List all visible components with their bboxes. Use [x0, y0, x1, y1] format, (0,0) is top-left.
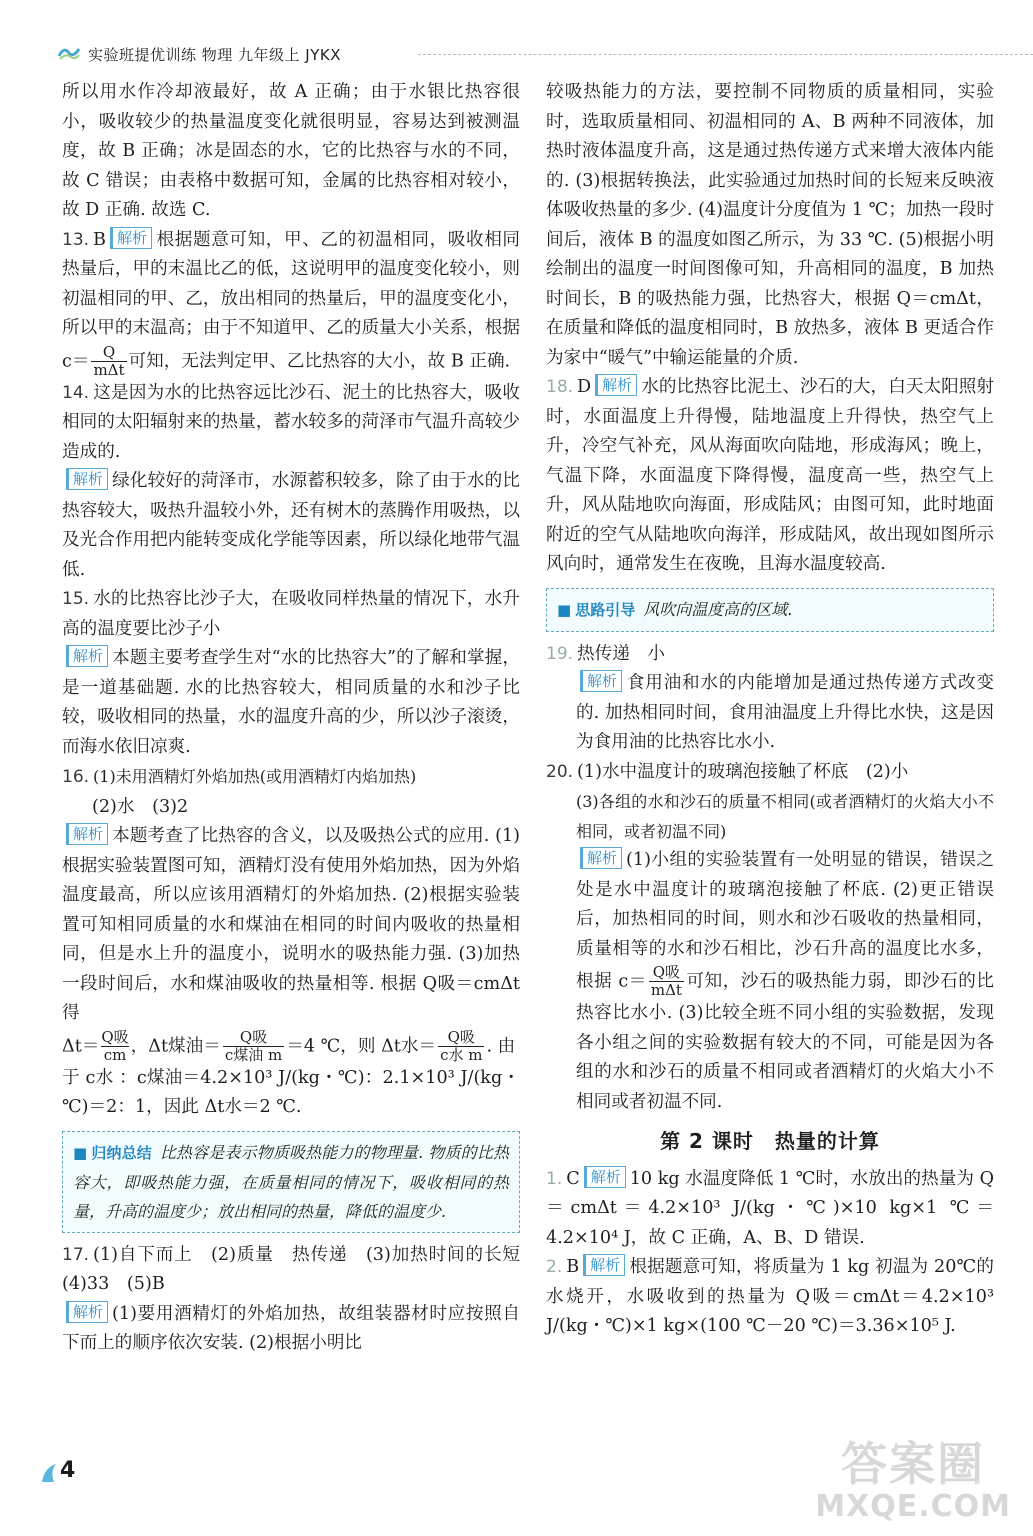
hint-tag — [557, 601, 635, 619]
formula-end: . 由 — [486, 1036, 516, 1056]
page-corner-icon — [40, 1462, 58, 1484]
denominator: c水 m — [440, 1045, 483, 1064]
answer-part-1: (1)水中温度计的玻璃泡接触了杯底 (2)小 — [577, 761, 909, 782]
analysis-text: (1)要用酒精灯的外焰加热，故组装器材时应按照自下而上的顺序依次安装. (2)根据小明比 — [62, 1303, 520, 1353]
analysis-tag: 解析 — [595, 374, 637, 396]
denominator: c煤油 m — [224, 1045, 283, 1064]
analysis-text: 根据题意可知，将质量为 1 kg 初温为 20℃的水烧开，水吸收到的热量为 Q吸＝cmΔt＝4.2×10³ J/(kg・℃)×1 kg×(100 ℃－20 ℃)＝3.36×10⁵ J. — [546, 1257, 994, 1336]
watermark-url: MXQE.COM — [815, 1489, 1011, 1524]
lesson-title: 第 2 课时 热量的计算 — [660, 1129, 880, 1153]
lesson-question-1 — [546, 1165, 994, 1254]
numerator: Q吸 — [101, 1027, 129, 1046]
answer: B — [93, 229, 106, 250]
answer: D — [577, 377, 592, 397]
analysis-tag: 解析 — [580, 847, 622, 869]
question-20-analysis — [546, 846, 994, 1117]
analysis-tag: 解析 — [110, 227, 152, 249]
question-19 — [546, 640, 994, 670]
summary-box — [62, 1131, 520, 1233]
answer: 热传递 小 — [577, 643, 666, 664]
fraction — [649, 964, 684, 999]
analysis-text: 食用油和水的内能增加是通过热传递方式改变的. 加热相同时间，食用油温度上升得比水快，这是因为食用油的比热容比水小. — [576, 673, 994, 752]
hint-box — [546, 588, 994, 632]
question-19-analysis — [546, 669, 994, 758]
analysis-tag: 解析 — [66, 1301, 108, 1323]
left-column — [62, 78, 538, 1359]
page-header — [58, 42, 988, 66]
analysis-text: 绿化较好的菏泽市，水源蓄积较多，除了由于水的比热容较大，吸热升温较小外，还有树木的蒸腾作用吸热，以及光合作用把内能转变成化学能等因素，所以绿化地带气温低. — [62, 471, 520, 580]
question-16-analysis — [62, 822, 520, 1123]
header-title: 实验班提优训练 物理 九年级上 JYKX — [88, 46, 342, 64]
question-13 — [62, 226, 520, 379]
question-number: 20. — [546, 761, 574, 782]
left-continuation: 所以用水作冷却液最好，故 A 正确；由于水银比热容很小，吸收较少的热量温度变化就很明显，容易达到被测温度，故 B 正确；冰是固态的水，它的比热容与水的不同，故 C 错误；由表格中数据可知，金属的比热容相对较小，故 D 正确. 故选 C. — [62, 82, 520, 220]
numerator: Q吸 — [447, 1027, 475, 1046]
question-number: 14. — [62, 382, 90, 403]
analysis-tag: 解析 — [584, 1166, 626, 1188]
analysis-tag: 解析 — [580, 670, 622, 692]
lesson-question-2 — [546, 1253, 994, 1342]
denominator: mΔt — [93, 360, 125, 379]
analysis-tag: 解析 — [583, 1254, 625, 1276]
denominator: cm — [101, 1046, 128, 1064]
watermark-logo: 答案圈 — [841, 1437, 986, 1491]
analysis-text: 本题考查了比热容的含义，以及吸热公式的应用. (1)根据实验装置图可知，酒精灯没有使用外焰加热，因为外焰温度最高，所以应该用酒精灯的外焰加热. (2)根据实验装置可知相同质量的水和煤油在相同的时间内吸收的热量相同，但是水上升的温度小，说明水的吸热能力强. (3)加热一段时间后，水和煤油吸收的热量相等. 根据 Q吸＝cmΔt 得 — [62, 826, 520, 1023]
fraction — [223, 1029, 284, 1064]
answer: 水的比热容比沙子大，在吸收同样热量的情况下，水升高的温度要比沙子小 — [62, 589, 520, 639]
question-number: 1. — [546, 1168, 563, 1189]
wave-logo-icon — [58, 44, 80, 62]
bullet-icon: ■ — [557, 600, 572, 619]
formula-lead: Δt＝ — [62, 1036, 100, 1056]
analysis-text: 10 kg 水温度降低 1 ℃时，水放出的热量为 Q＝cmΔt＝4.2×10³ J/(kg・℃)×10 kg×1 ℃＝4.2×10⁴ J，故 C 正确，A、B、D 错误. — [546, 1168, 994, 1248]
question-14 — [62, 379, 520, 468]
bullet-icon: ■ — [73, 1143, 88, 1162]
question-16 — [62, 762, 520, 822]
analysis-text-cont: 于 c水 ：c煤油＝4.2×10³ J/(kg・℃)：2.1×10³ J/(kg・℃)＝2：1，因此 Δt水＝2 ℃. — [62, 1067, 520, 1117]
watermark — [815, 1438, 1011, 1524]
question-20-answer-3: (3)各组的水和沙石的质量不相同(或者酒精灯的火焰大小不相同，或者初温不同) — [576, 792, 994, 841]
answer-part-2: (2)水 (3)2 — [92, 796, 189, 817]
question-number: 13. — [62, 229, 90, 250]
answer: 这是因为水的比热容远比沙石、泥土的比热容大，吸收相同的太阳辐射来的热量，蓄水较多的菏泽市气温升高较少造成的. — [62, 382, 520, 462]
answer: (1)自下而上 (2)质量 热传递 (3)加热时间的长短 (4)33 (5)B — [62, 1244, 538, 1294]
denominator: mΔt — [650, 981, 682, 999]
hint-tag-label: 思路引导 — [575, 600, 636, 619]
summary-tag-label: 归纳总结 — [91, 1143, 152, 1162]
answer-part-1: (1)未用酒精灯外焰加热(或用酒精灯内焰加热) — [93, 767, 417, 786]
question-number: 18. — [546, 377, 574, 397]
question-18 — [546, 373, 994, 580]
analysis-text: (1)小组的实验装置有一处明显的错误，错误之处是水中温度计的玻璃泡接触了杯底. (2)更正错误后，加热相同的时间，则水和沙石吸收的热量相同，质量相等的水和沙石相比，沙石升高的温度比水多，根据 c＝ — [576, 850, 994, 992]
analysis-text: 根据题意可知，甲、乙的初温相同，吸收相同热量后，甲的末温比乙的低，这说明甲的温度变化较小，则初温相同的甲、乙，放出相同的热量后，甲的温度变化小，所以甲的末温高；由于不知道甲、乙的质量大小关系，根据 c＝ — [62, 229, 520, 371]
question-number: 16. — [62, 767, 90, 787]
question-number: 2. — [546, 1257, 563, 1277]
analysis-text-cont: 可知，无法判定甲、乙比热容的大小，故 B 正确. — [128, 351, 511, 371]
analysis-tag: 解析 — [66, 645, 108, 667]
question-number: 15. — [62, 589, 90, 609]
question-14-analysis — [62, 467, 520, 585]
right-continuation: 较吸热能力的方法，要控制不同物质的质量相同，实验时，选取质量相同、初温相同的 A、B 两种不同液体，加热时液体温度升高，这是通过热传递方式来增大液体内能的. (3)根据转换法，此实验通过加热时间的长短来反映液体吸收热量的多少. (4)温度计分度值为 1 ℃；加热一段时间后，液体 B 的温度如图乙所示，为 33 ℃. (5)根据小明绘制出的温度一时间图像可知，升高相同的温度，B 加热时间长，B 的吸热能力强，比热容大，根据 Q＝cmΔt，在质量和降低的温度相同时，B 放热多，液体 B 更适合作为家中“暖气”中输运能量的介质. — [546, 82, 994, 368]
page-number: 4 — [60, 1458, 76, 1483]
analysis-text: 水的比热容比泥土、沙石的大，白天太阳照射时，水面温度上升得慢，陆地温度上升得快，热空气上升，冷空气补充，风从海面吹向陆地，形成海风；晚上，气温下降，水面温度下降得慢，温度高一些，热空气上升，风从陆地吹向海面，形成陆风；由图可知，此时地面附近的空气从陆地吹向海洋，形成陆风，故出现如图所示风向时，通常发生在夜晚，且海水温度较高. — [546, 377, 994, 574]
question-17 — [62, 1241, 538, 1300]
numerator: Q — [102, 342, 116, 361]
hint-text: 风吹向温度高的区域. — [643, 599, 793, 619]
question-20 — [546, 758, 994, 788]
fraction — [101, 1029, 128, 1064]
question-15-analysis — [62, 644, 520, 762]
header-divider — [418, 54, 1033, 55]
formula-mid: ，Δt煤油＝ — [130, 1036, 221, 1056]
analysis-text-cont: 可知，沙石的吸热能力弱，即沙石的比热容比水小. (3)比较全班不同小组的实验数据，发现各小组之间的实验数据有较大的不同，可能是因为各组的水和沙石的质量不相同或者酒精灯的火焰大小不相同或者初温不同. — [576, 971, 994, 1112]
answer: C — [566, 1168, 580, 1189]
summary-tag — [73, 1144, 152, 1162]
answer: B — [566, 1257, 580, 1277]
question-17-analysis — [62, 1300, 520, 1359]
analysis-tag: 解析 — [66, 823, 108, 845]
numerator: Q吸 — [652, 963, 681, 981]
analysis-tag: 解析 — [66, 468, 108, 490]
question-number: 17. — [62, 1244, 90, 1265]
summary-text: 比热容是表示物质吸热能力的物理量. 物质的比热容大，即吸热能力强，在质量相同的情况下，吸收相同的热量，升高的温度少；放出相同的热量，降低的温度少. — [73, 1142, 509, 1221]
formula-mid-2: ＝4 ℃，则 Δt水＝ — [286, 1036, 437, 1056]
fraction — [91, 344, 126, 379]
question-number: 19. — [546, 643, 574, 664]
numerator: Q吸 — [239, 1027, 268, 1046]
question-15 — [62, 585, 520, 644]
analysis-text: 本题主要考查学生对“水的比热容大”的了解和掌握，是一道基础题. 水的比热容较大，相同质量的水和沙子比较，吸收相同的热量，水的温度升高的少，所以沙子滚烫，而海水依旧凉爽. — [62, 648, 520, 757]
right-column — [546, 78, 994, 1342]
fraction — [438, 1029, 484, 1064]
